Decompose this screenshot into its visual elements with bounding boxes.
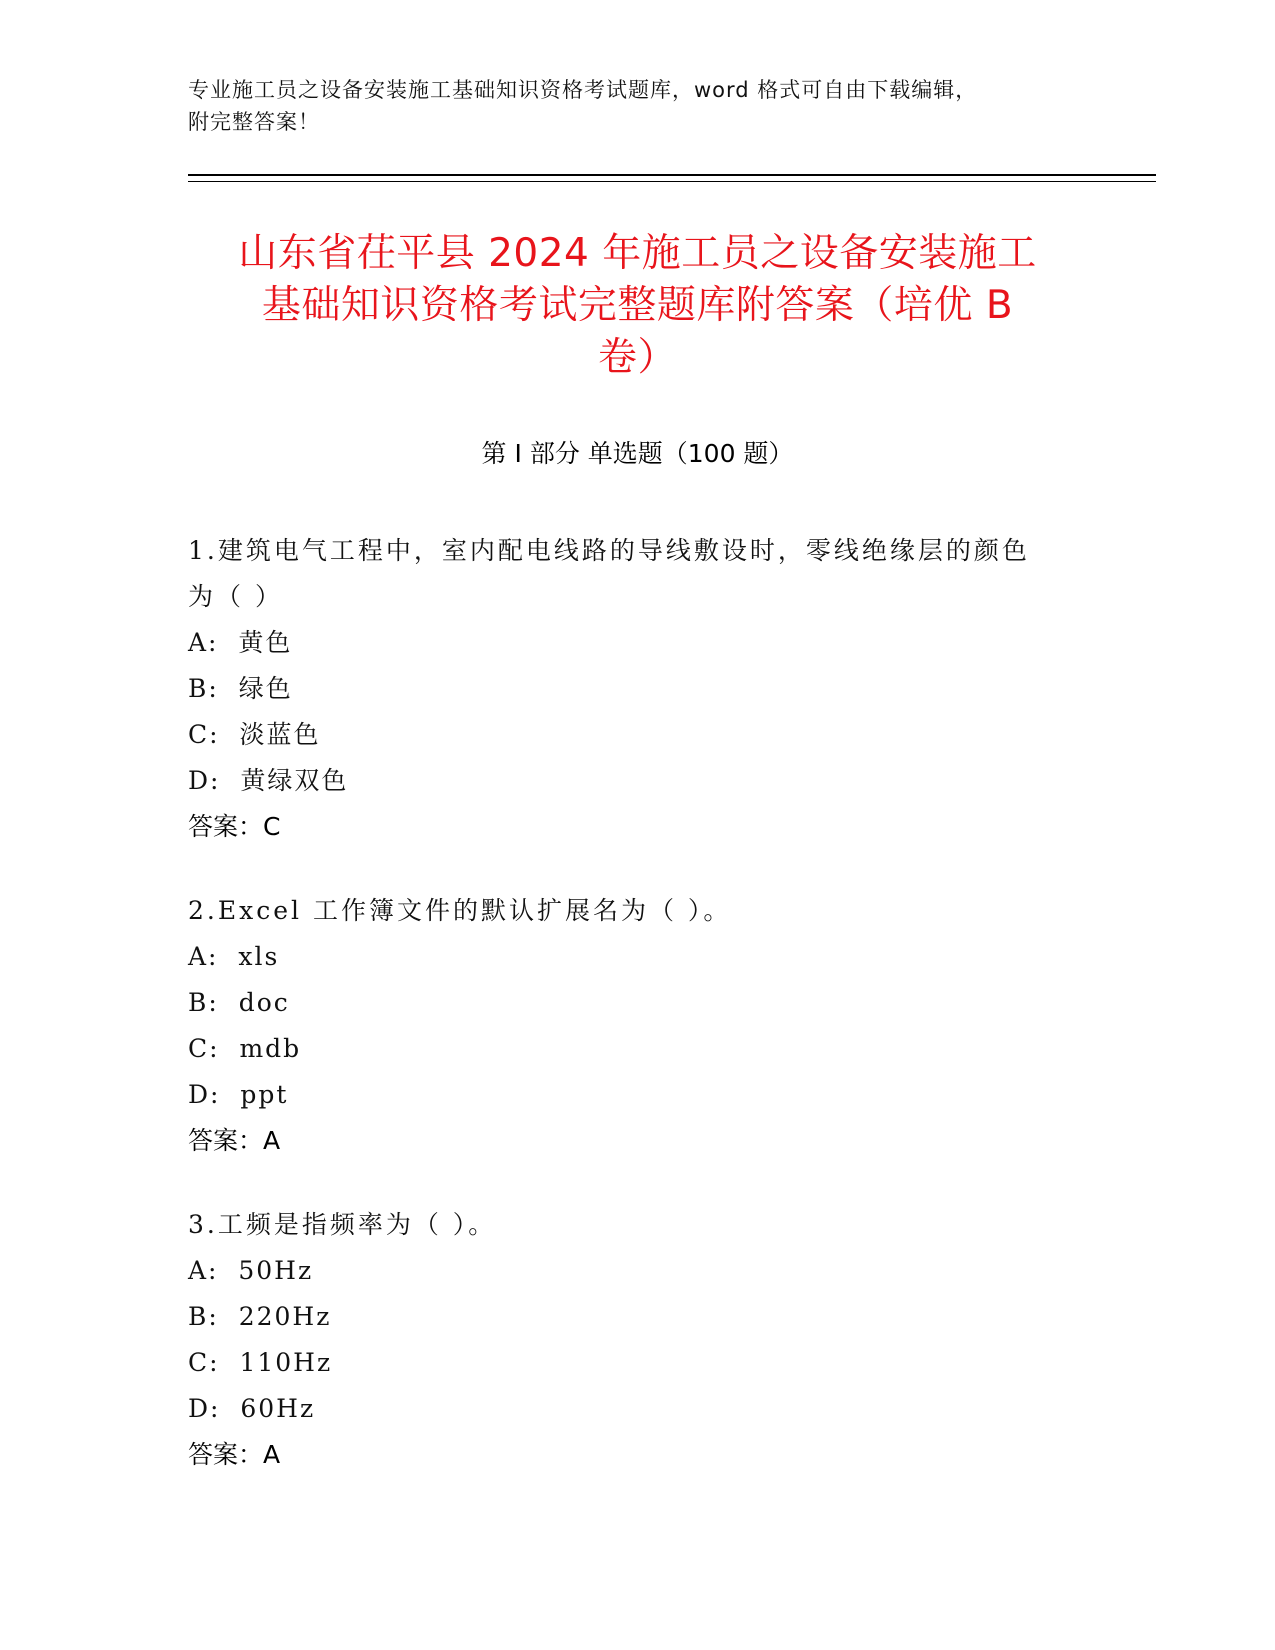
option-c: C: 淡蓝色 bbox=[188, 720, 321, 749]
answer: 答案：C bbox=[188, 812, 281, 841]
question-3 bbox=[188, 1202, 1068, 1478]
document-title-line-3: 卷） bbox=[597, 335, 677, 380]
header-note-line-2: 附完整答案！ bbox=[188, 110, 320, 134]
question-stem-line-1: 1.建筑电气工程中，室内配电线路的导线敷设时，零线绝缘层的颜色 bbox=[188, 536, 1030, 565]
question-1 bbox=[188, 528, 1068, 850]
option-b: B: 220Hz bbox=[188, 1302, 332, 1331]
document-title bbox=[150, 228, 1125, 384]
question-stem bbox=[188, 888, 1068, 934]
question-stem-line-1: 3.工频是指频率为（ ）。 bbox=[188, 1210, 497, 1239]
header-divider-thick bbox=[188, 174, 1156, 176]
question-stem-line-1: 2.Excel 工作簿文件的默认扩展名为（ ）。 bbox=[188, 896, 732, 925]
option-d: D: 黄绿双色 bbox=[188, 766, 349, 795]
document-title-line-1: 山东省茌平县 2024 年施工员之设备安装施工 bbox=[238, 231, 1037, 276]
option-c: C: mdb bbox=[188, 1034, 302, 1063]
option-d: D: 60Hz bbox=[188, 1394, 316, 1423]
answer: 答案：A bbox=[188, 1440, 281, 1469]
option-a: A: xls bbox=[188, 942, 280, 971]
answer: 答案：A bbox=[188, 1126, 281, 1155]
header-note-line-1: 专业施工员之设备安装施工基础知识资格考试题库，word 格式可自由下载编辑， bbox=[188, 78, 978, 102]
question-stem bbox=[188, 1202, 1068, 1248]
question-list bbox=[188, 528, 1068, 1516]
header-divider-thin bbox=[188, 181, 1156, 182]
header-note bbox=[188, 74, 1088, 138]
option-b: B: 绿色 bbox=[188, 674, 293, 703]
option-a: A: 黄色 bbox=[188, 628, 293, 657]
option-a: A: 50Hz bbox=[188, 1256, 314, 1285]
question-stem-line-2: 为（ ） bbox=[188, 582, 283, 611]
section-title: 第 I 部分 单选题（100 题） bbox=[481, 439, 794, 468]
option-d: D: ppt bbox=[188, 1080, 289, 1109]
option-c: C: 110Hz bbox=[188, 1348, 333, 1377]
option-b: B: doc bbox=[188, 988, 290, 1017]
question-stem bbox=[188, 528, 1068, 620]
question-2 bbox=[188, 888, 1068, 1164]
document-title-line-2: 基础知识资格考试完整题库附答案（培优 B bbox=[261, 283, 1014, 328]
